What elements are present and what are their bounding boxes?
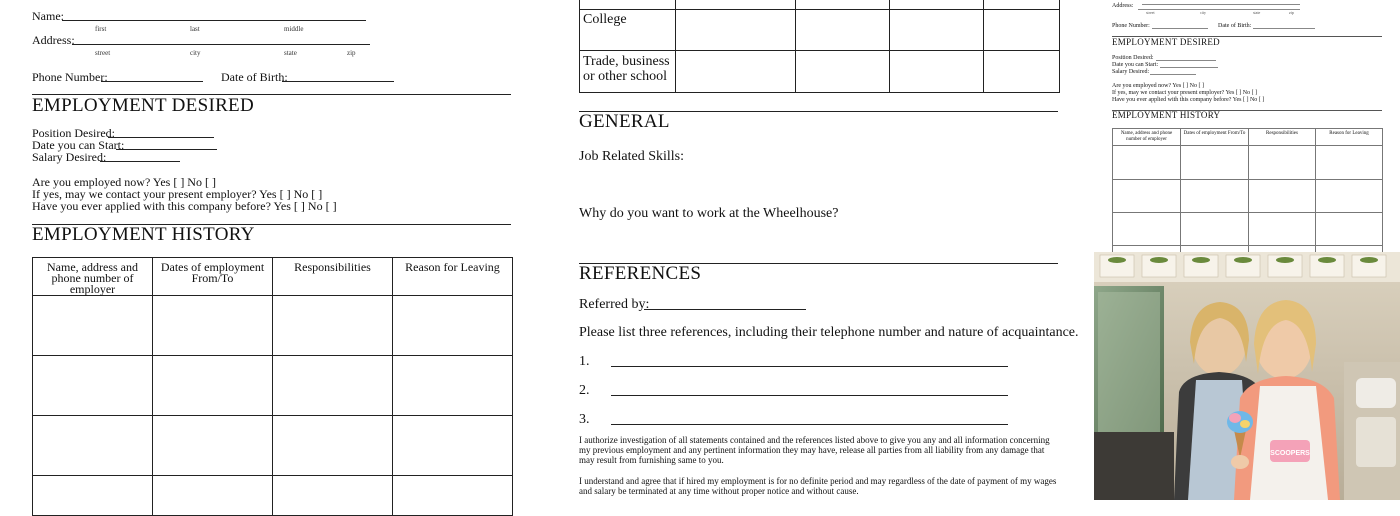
start-field[interactable] — [116, 149, 217, 150]
applied-before-question[interactable]: Have you ever applied with this company before? Yes [ ] No [ ] — [32, 199, 337, 213]
thumb-header-reason: Reason for Leaving — [1316, 129, 1383, 146]
employed-now-question[interactable]: Are you employed now? Yes [ ] No [ ] — [32, 175, 216, 189]
dob-label: Date of Birth: — [221, 70, 288, 84]
address-sub-zip: zip — [347, 49, 356, 57]
name-sub-last: last — [190, 25, 200, 33]
thumb-header-dates: Dates of employment From/To — [1181, 129, 1249, 146]
thumb-salary-line — [1150, 74, 1196, 75]
table-cell[interactable] — [796, 51, 890, 93]
table-cell[interactable] — [984, 10, 1060, 51]
reference-field-3[interactable] — [611, 424, 1008, 425]
thumb-name-line — [1142, 4, 1300, 5]
employment-terms-paragraph: I understand and agree that if hired my employment is for no definite period and may regardless of the date of payment of my wages and salary be terminated at any time without proper notice and without cause. — [579, 476, 1057, 496]
table-cell[interactable] — [796, 10, 890, 51]
table-row — [580, 10, 1060, 51]
table-cell[interactable] — [33, 416, 153, 476]
thumb-start-label: Date you can Start: — [1112, 62, 1159, 68]
general-heading: GENERAL — [579, 111, 670, 132]
start-label: Date you can Start: — [32, 138, 125, 152]
thumb-address-sub-zip: zip — [1289, 10, 1294, 15]
table-cell[interactable] — [33, 356, 153, 416]
table-cell[interactable] — [153, 416, 273, 476]
address-label: Address: — [32, 33, 75, 47]
thumb-header-employer: Name, address and phone number of employer — [1113, 129, 1181, 146]
thumb-phone-line — [1152, 28, 1208, 29]
education-row-trade: Trade, business or other school — [580, 51, 676, 93]
education-table — [579, 0, 1060, 93]
table-cell[interactable] — [33, 296, 153, 356]
why-wheelhouse-label: Why do you want to work at the Wheelhouse? — [579, 206, 839, 221]
references-heading: REFERENCES — [579, 263, 702, 284]
thumb-employment-desired-heading: EMPLOYMENT DESIRED — [1112, 37, 1220, 47]
address-sub-state: state — [284, 49, 297, 57]
thumb-address-sub-city: city — [1200, 10, 1206, 15]
phone-field[interactable] — [101, 81, 203, 82]
address-field[interactable] — [72, 44, 370, 45]
history-header-reason: Reason for Leaving — [393, 258, 513, 296]
table-cell[interactable] — [890, 10, 984, 51]
table-cell[interactable] — [273, 356, 393, 416]
salary-field[interactable] — [100, 161, 180, 162]
table-row — [580, 51, 1060, 93]
referred-by-label: Referred by: — [579, 297, 650, 312]
salary-label: Salary Desired: — [32, 150, 107, 164]
table-cell[interactable] — [890, 51, 984, 93]
authorization-paragraph: I authorize investigation of all statements contained and the references listed above to give you any and all information concerning my previous employment and any pertinent information they may have, release all parties from all liability from any damage that may result from furnishing same to you. — [579, 435, 1050, 465]
address-sub-street: street — [95, 49, 111, 57]
education-row-college: College — [580, 10, 676, 51]
photo-illustration — [1094, 252, 1400, 500]
table-cell[interactable] — [393, 476, 513, 516]
thumb-start-line — [1160, 67, 1218, 68]
thumb-contact-question: If yes, may we contact your present employer? Yes [ ] No [ ] — [1112, 90, 1258, 96]
name-sub-middle: middle — [284, 25, 304, 33]
employment-history-table — [32, 257, 513, 516]
thumb-position-label: Position Desired: — [1112, 55, 1154, 61]
address-sub-city: city — [190, 49, 201, 57]
thumb-history-table — [1112, 128, 1383, 252]
table-cell[interactable] — [33, 476, 153, 516]
thumb-address-label: Address: — [1112, 3, 1134, 9]
table-row — [33, 416, 513, 476]
thumb-address-line — [1138, 9, 1300, 10]
thumb-address-sub-state: state — [1253, 10, 1261, 15]
table-cell[interactable] — [273, 296, 393, 356]
dob-field[interactable] — [282, 81, 394, 82]
ice-cream-shop-photo — [1094, 252, 1400, 500]
references-instruction: Please list three references, including their telephone number and nature of acquaintance. — [579, 325, 1079, 340]
employment-history-heading: EMPLOYMENT HISTORY — [32, 224, 255, 245]
table-cell[interactable] — [153, 356, 273, 416]
history-header-dates: Dates of employment From/To — [153, 258, 273, 296]
thumb-phone-label: Phone Number: — [1112, 23, 1150, 29]
employment-desired-heading: EMPLOYMENT DESIRED — [32, 95, 254, 116]
table-row — [1113, 180, 1383, 213]
table-cell[interactable] — [393, 296, 513, 356]
history-header-employer: Name, address and phone number of employer — [33, 258, 153, 296]
reference-field-1[interactable] — [611, 366, 1008, 367]
thumb-dob-line — [1253, 28, 1315, 29]
thumb-header-responsibilities: Responsibilities — [1249, 129, 1316, 146]
job-skills-label: Job Related Skills: — [579, 149, 684, 164]
table-cell[interactable] — [393, 356, 513, 416]
table-row — [1113, 146, 1383, 180]
name-sub-first: first — [95, 25, 107, 33]
table-cell[interactable] — [393, 416, 513, 476]
table-row — [33, 476, 513, 516]
reference-number-3: 3. — [579, 412, 590, 427]
table-cell[interactable] — [153, 296, 273, 356]
thumb-employed-question: Are you employed now? Yes [ ] No [ ] — [1112, 83, 1204, 89]
table-cell[interactable] — [273, 476, 393, 516]
table-row — [1113, 213, 1383, 246]
table-row — [33, 296, 513, 356]
thumb-applied-question: Have you ever applied with this company before? Yes [ ] No [ ] — [1112, 97, 1265, 103]
name-field[interactable] — [62, 20, 366, 21]
table-cell[interactable] — [273, 416, 393, 476]
history-header-responsibilities: Responsibilities — [273, 258, 393, 296]
table-cell[interactable] — [676, 10, 796, 51]
apron-logo-text: SCOOPERS — [1270, 450, 1310, 457]
referred-by-field[interactable] — [644, 309, 806, 310]
position-label: Position Desired: — [32, 126, 115, 140]
form-thumbnail — [1094, 0, 1400, 252]
contact-employer-question[interactable]: If yes, may we contact your present employer? Yes [ ] No [ ] — [32, 187, 323, 201]
thumb-position-line — [1156, 60, 1216, 61]
thumb-salary-label: Salary Desired: — [1112, 69, 1150, 75]
thumb-address-sub-street: street — [1146, 10, 1155, 15]
reference-number-1: 1. — [579, 354, 590, 369]
table-row — [580, 0, 1060, 10]
table-cell[interactable] — [153, 476, 273, 516]
phone-label: Phone Number: — [32, 70, 108, 84]
thumb-employment-history-heading: EMPLOYMENT HISTORY — [1112, 110, 1221, 120]
table-cell[interactable] — [984, 51, 1060, 93]
thumb-dob-label: Date of Birth: — [1218, 23, 1252, 29]
table-row — [33, 356, 513, 416]
table-cell[interactable] — [676, 51, 796, 93]
name-label: Name: — [32, 9, 64, 23]
reference-field-2[interactable] — [611, 395, 1008, 396]
reference-number-2: 2. — [579, 383, 590, 398]
